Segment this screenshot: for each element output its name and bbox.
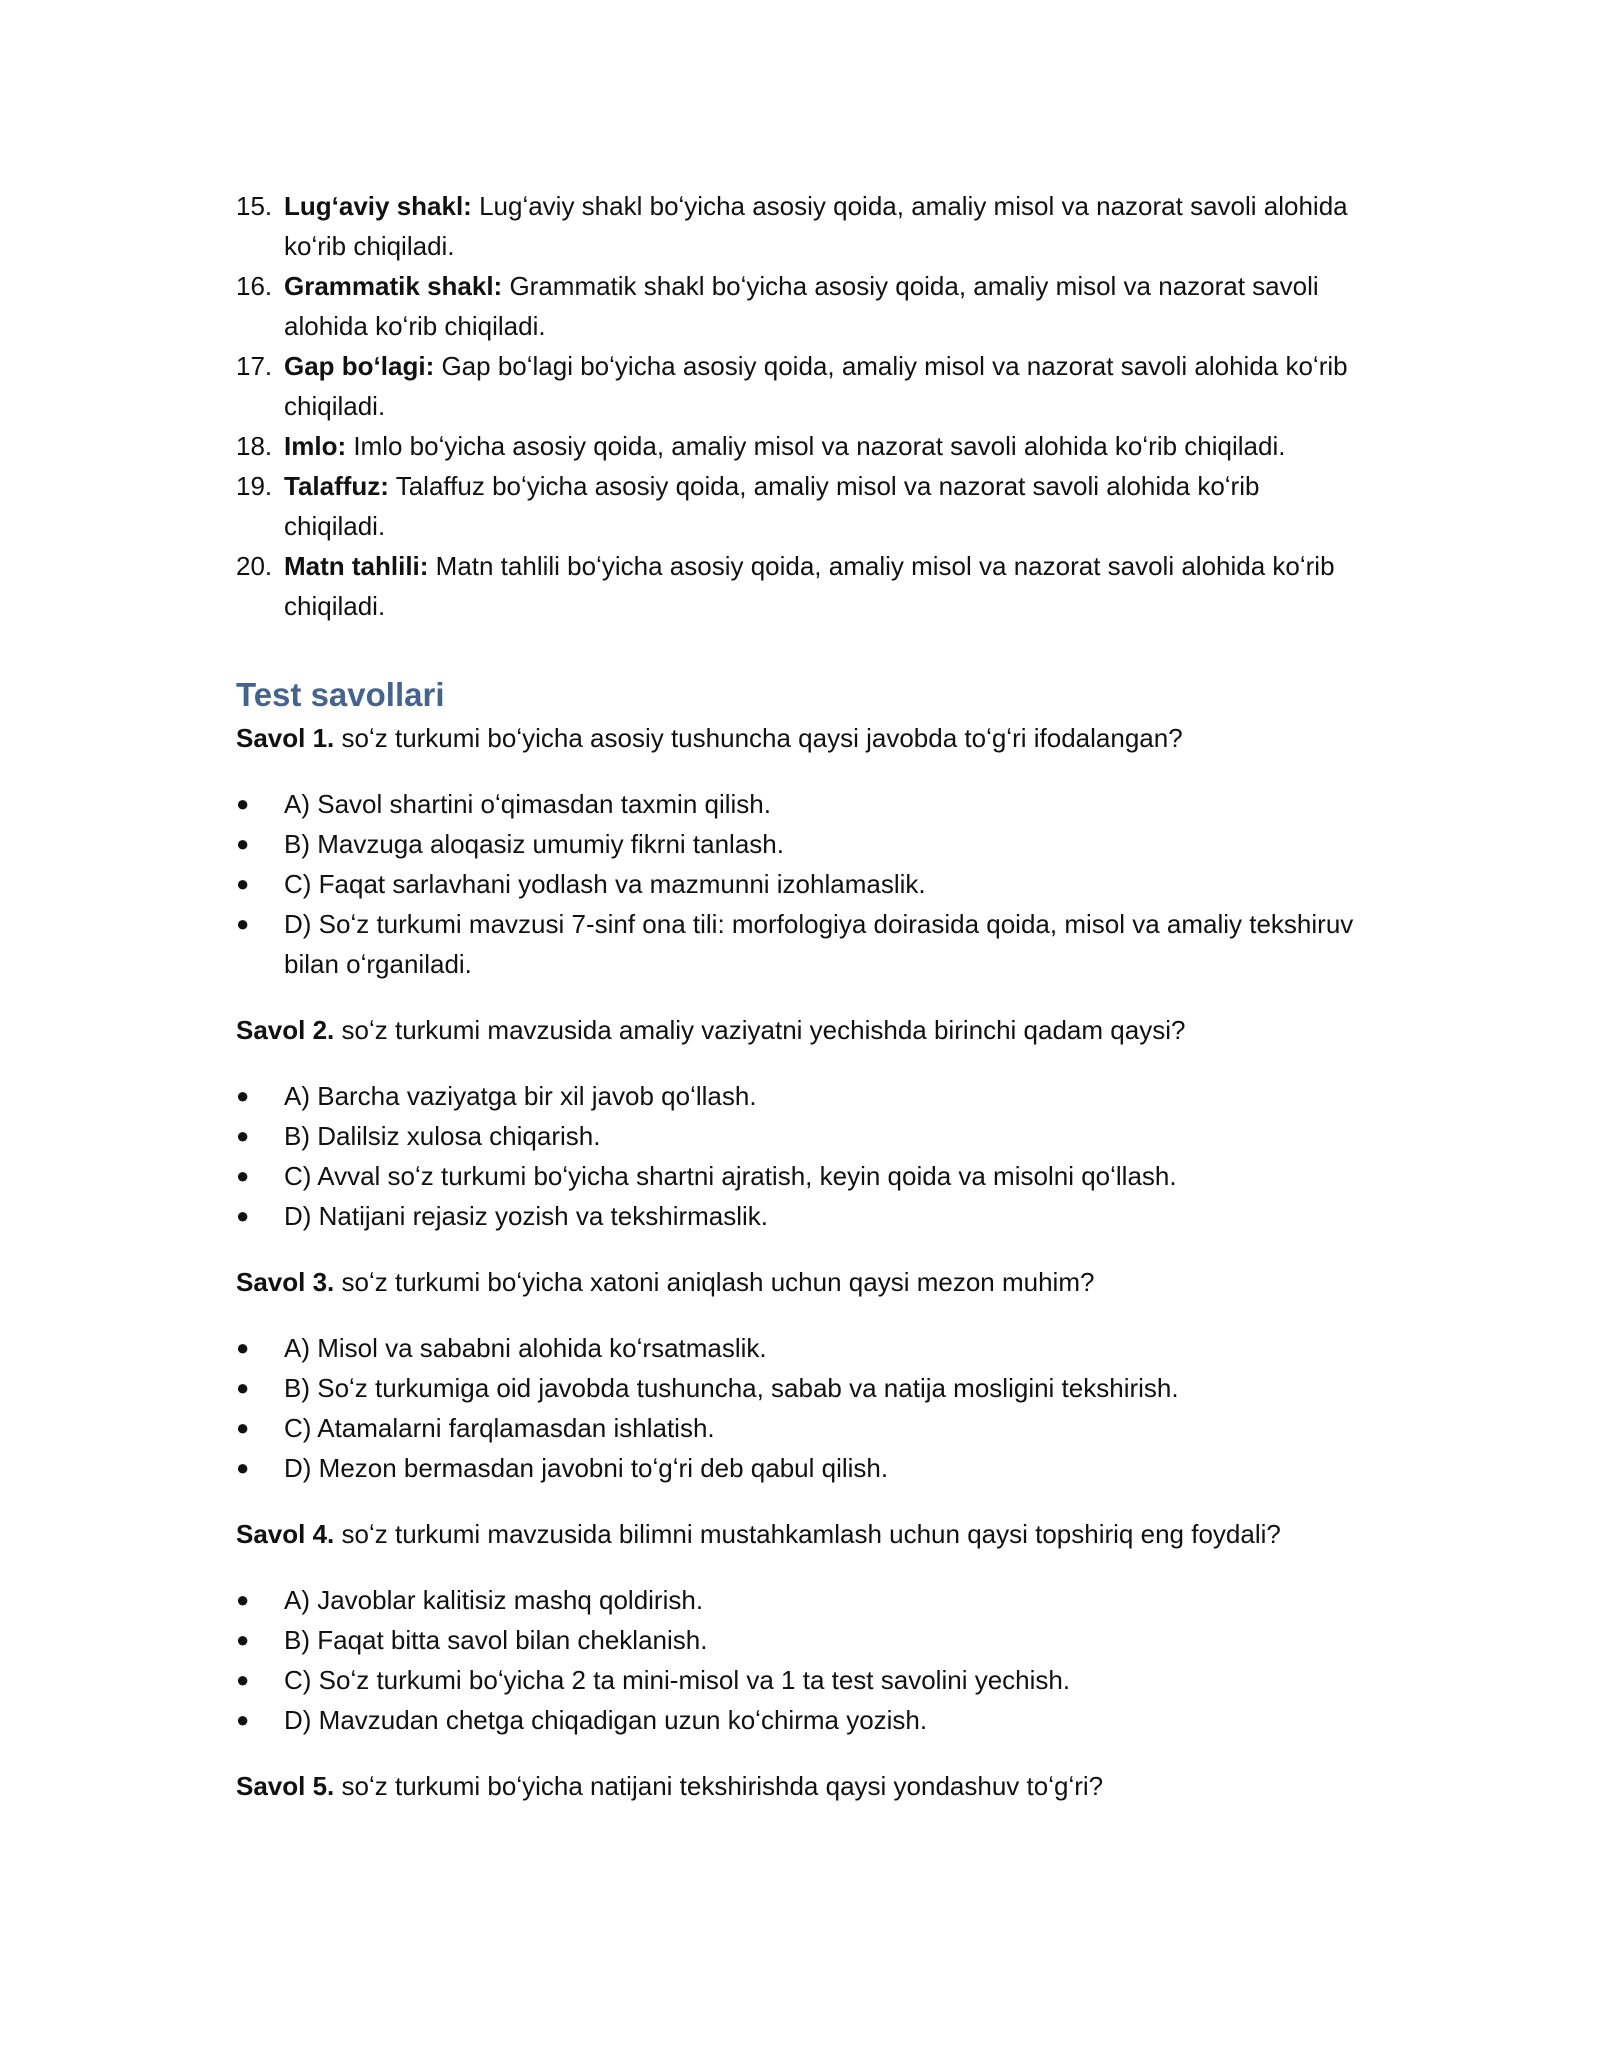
option-text: B) Faqat bitta savol bilan cheklanish.: [284, 1625, 708, 1655]
bullet-icon: ●: [236, 911, 250, 936]
item-number: 17.: [236, 351, 273, 381]
list-item: [236, 346, 1366, 426]
bullet-icon: ●: [236, 1083, 250, 1108]
question-4-options: [236, 1580, 1366, 1740]
bullet-icon: ●: [236, 1375, 250, 1400]
question-3-options: [236, 1328, 1366, 1488]
question-text: soʻz turkumi mavzusida amaliy vaziyatni yechishda birinchi qadam qaysi?: [334, 1015, 1186, 1045]
option-text: B) Mavzuga aloqasiz umumiy fikrni tanlash.: [284, 829, 784, 859]
option-text: A) Javoblar kalitisiz mashq qoldirish.: [284, 1585, 704, 1615]
option-text: C) Soʻz turkumi boʻyicha 2 ta mini-misol va 1 ta test savolini yechish.: [284, 1665, 1071, 1695]
question-1-options: [236, 784, 1366, 984]
answer-option: [236, 1620, 1366, 1660]
question-1: [236, 718, 1366, 758]
answer-option: [236, 784, 1366, 824]
answer-option: [236, 1328, 1366, 1368]
question-text: soʻz turkumi boʻyicha natijani tekshirishda qaysi yondashuv toʻgʻri?: [334, 1771, 1104, 1801]
question-2-options: [236, 1076, 1366, 1236]
item-term: Gap boʻlagi:: [284, 351, 435, 381]
bullet-icon: ●: [236, 1667, 250, 1692]
option-text: A) Savol shartini oʻqimasdan taxmin qilish.: [284, 789, 771, 819]
numbered-list: [236, 186, 1366, 626]
option-text: D) Natijani rejasiz yozish va tekshirmaslik.: [284, 1201, 769, 1231]
answer-option: [236, 1156, 1366, 1196]
bullet-icon: ●: [236, 1587, 250, 1612]
item-number: 18.: [236, 431, 273, 461]
answer-option: [236, 1580, 1366, 1620]
item-text: Imlo boʻyicha asosiy qoida, amaliy misol va nazorat savoli alohida koʻrib chiqiladi.: [346, 431, 1286, 461]
item-text: Grammatik shakl boʻyicha asosiy qoida, amaliy misol va nazorat savoli alohida koʻrib chiqiladi.: [284, 271, 1319, 341]
bullet-icon: ●: [236, 1707, 250, 1732]
section-heading: Test savollari: [236, 676, 445, 713]
page-content: [236, 186, 1366, 1806]
bullet-icon: ●: [236, 1203, 250, 1228]
option-text: A) Barcha vaziyatga bir xil javob qoʻllash.: [284, 1081, 757, 1111]
bullet-icon: ●: [236, 1415, 250, 1440]
question-label: Savol 2.: [236, 1015, 335, 1045]
item-number: 16.: [236, 271, 273, 301]
question-text: soʻz turkumi boʻyicha xatoni aniqlash uchun qaysi mezon muhim?: [334, 1267, 1095, 1297]
question-text: soʻz turkumi boʻyicha asosiy tushuncha qaysi javobda toʻgʻri ifodalangan?: [334, 723, 1183, 753]
list-item: [236, 546, 1366, 626]
answer-option: [236, 904, 1366, 984]
question-4: [236, 1514, 1366, 1554]
option-text: D) Soʻz turkumi mavzusi 7-sinf ona tili: morfologiya doirasida qoida, misol va amaliy tekshiruv bilan oʻrganiladi.: [284, 909, 1354, 979]
bullet-icon: ●: [236, 1455, 250, 1480]
bullet-icon: ●: [236, 791, 250, 816]
item-term: Talaffuz:: [284, 471, 389, 501]
option-text: C) Faqat sarlavhani yodlash va mazmunni izohlamaslik.: [284, 869, 926, 899]
item-text: Talaffuz boʻyicha asosiy qoida, amaliy misol va nazorat savoli alohida koʻrib chiqiladi.: [284, 471, 1260, 541]
question-label: Savol 5.: [236, 1771, 335, 1801]
bullet-icon: ●: [236, 1163, 250, 1188]
question-label: Savol 4.: [236, 1519, 335, 1549]
bullet-icon: ●: [236, 1123, 250, 1148]
item-number: 20.: [236, 551, 273, 581]
list-item: [236, 186, 1366, 266]
bullet-icon: ●: [236, 1335, 250, 1360]
answer-option: [236, 864, 1366, 904]
option-text: B) Soʻz turkumiga oid javobda tushuncha, sabab va natija mosligini tekshirish.: [284, 1373, 1179, 1403]
question-5: [236, 1766, 1366, 1806]
question-3: [236, 1262, 1366, 1302]
answer-option: [236, 1196, 1366, 1236]
answer-option: [236, 1408, 1366, 1448]
item-text: Matn tahlili boʻyicha asosiy qoida, amaliy misol va nazorat savoli alohida koʻrib chiqiladi.: [284, 551, 1335, 621]
answer-option: [236, 1448, 1366, 1488]
answer-option: [236, 824, 1366, 864]
list-item: [236, 426, 1366, 466]
item-text: Lugʻaviy shakl boʻyicha asosiy qoida, amaliy misol va nazorat savoli alohida koʻrib chiqiladi.: [284, 191, 1348, 261]
option-text: D) Mezon bermasdan javobni toʻgʻri deb qabul qilish.: [284, 1453, 889, 1483]
item-term: Grammatik shakl:: [284, 271, 503, 301]
item-number: 15.: [236, 191, 273, 221]
answer-option: [236, 1700, 1366, 1740]
option-text: C) Avval soʻz turkumi boʻyicha shartni ajratish, keyin qoida va misolni qoʻllash.: [284, 1161, 1177, 1191]
item-term: Matn tahlili:: [284, 551, 429, 581]
item-term: Lugʻaviy shakl:: [284, 191, 472, 221]
bullet-icon: ●: [236, 871, 250, 896]
question-label: Savol 3.: [236, 1267, 335, 1297]
option-text: D) Mavzudan chetga chiqadigan uzun koʻchirma yozish.: [284, 1705, 928, 1735]
list-item: [236, 266, 1366, 346]
question-2: [236, 1010, 1366, 1050]
item-term: Imlo:: [284, 431, 347, 461]
answer-option: [236, 1116, 1366, 1156]
answer-option: [236, 1368, 1366, 1408]
option-text: B) Dalilsiz xulosa chiqarish.: [284, 1121, 601, 1151]
item-text: Gap boʻlagi boʻyicha asosiy qoida, amaliy misol va nazorat savoli alohida koʻrib chiqiladi.: [284, 351, 1348, 421]
list-item: [236, 466, 1366, 546]
question-label: Savol 1.: [236, 723, 335, 753]
question-text: soʻz turkumi mavzusida bilimni mustahkamlash uchun qaysi topshiriq eng foydali?: [334, 1519, 1281, 1549]
bullet-icon: ●: [236, 1627, 250, 1652]
answer-option: [236, 1076, 1366, 1116]
bullet-icon: ●: [236, 831, 250, 856]
option-text: A) Misol va sababni alohida koʻrsatmaslik.: [284, 1333, 767, 1363]
option-text: C) Atamalarni farqlamasdan ishlatish.: [284, 1413, 715, 1443]
answer-option: [236, 1660, 1366, 1700]
item-number: 19.: [236, 471, 273, 501]
